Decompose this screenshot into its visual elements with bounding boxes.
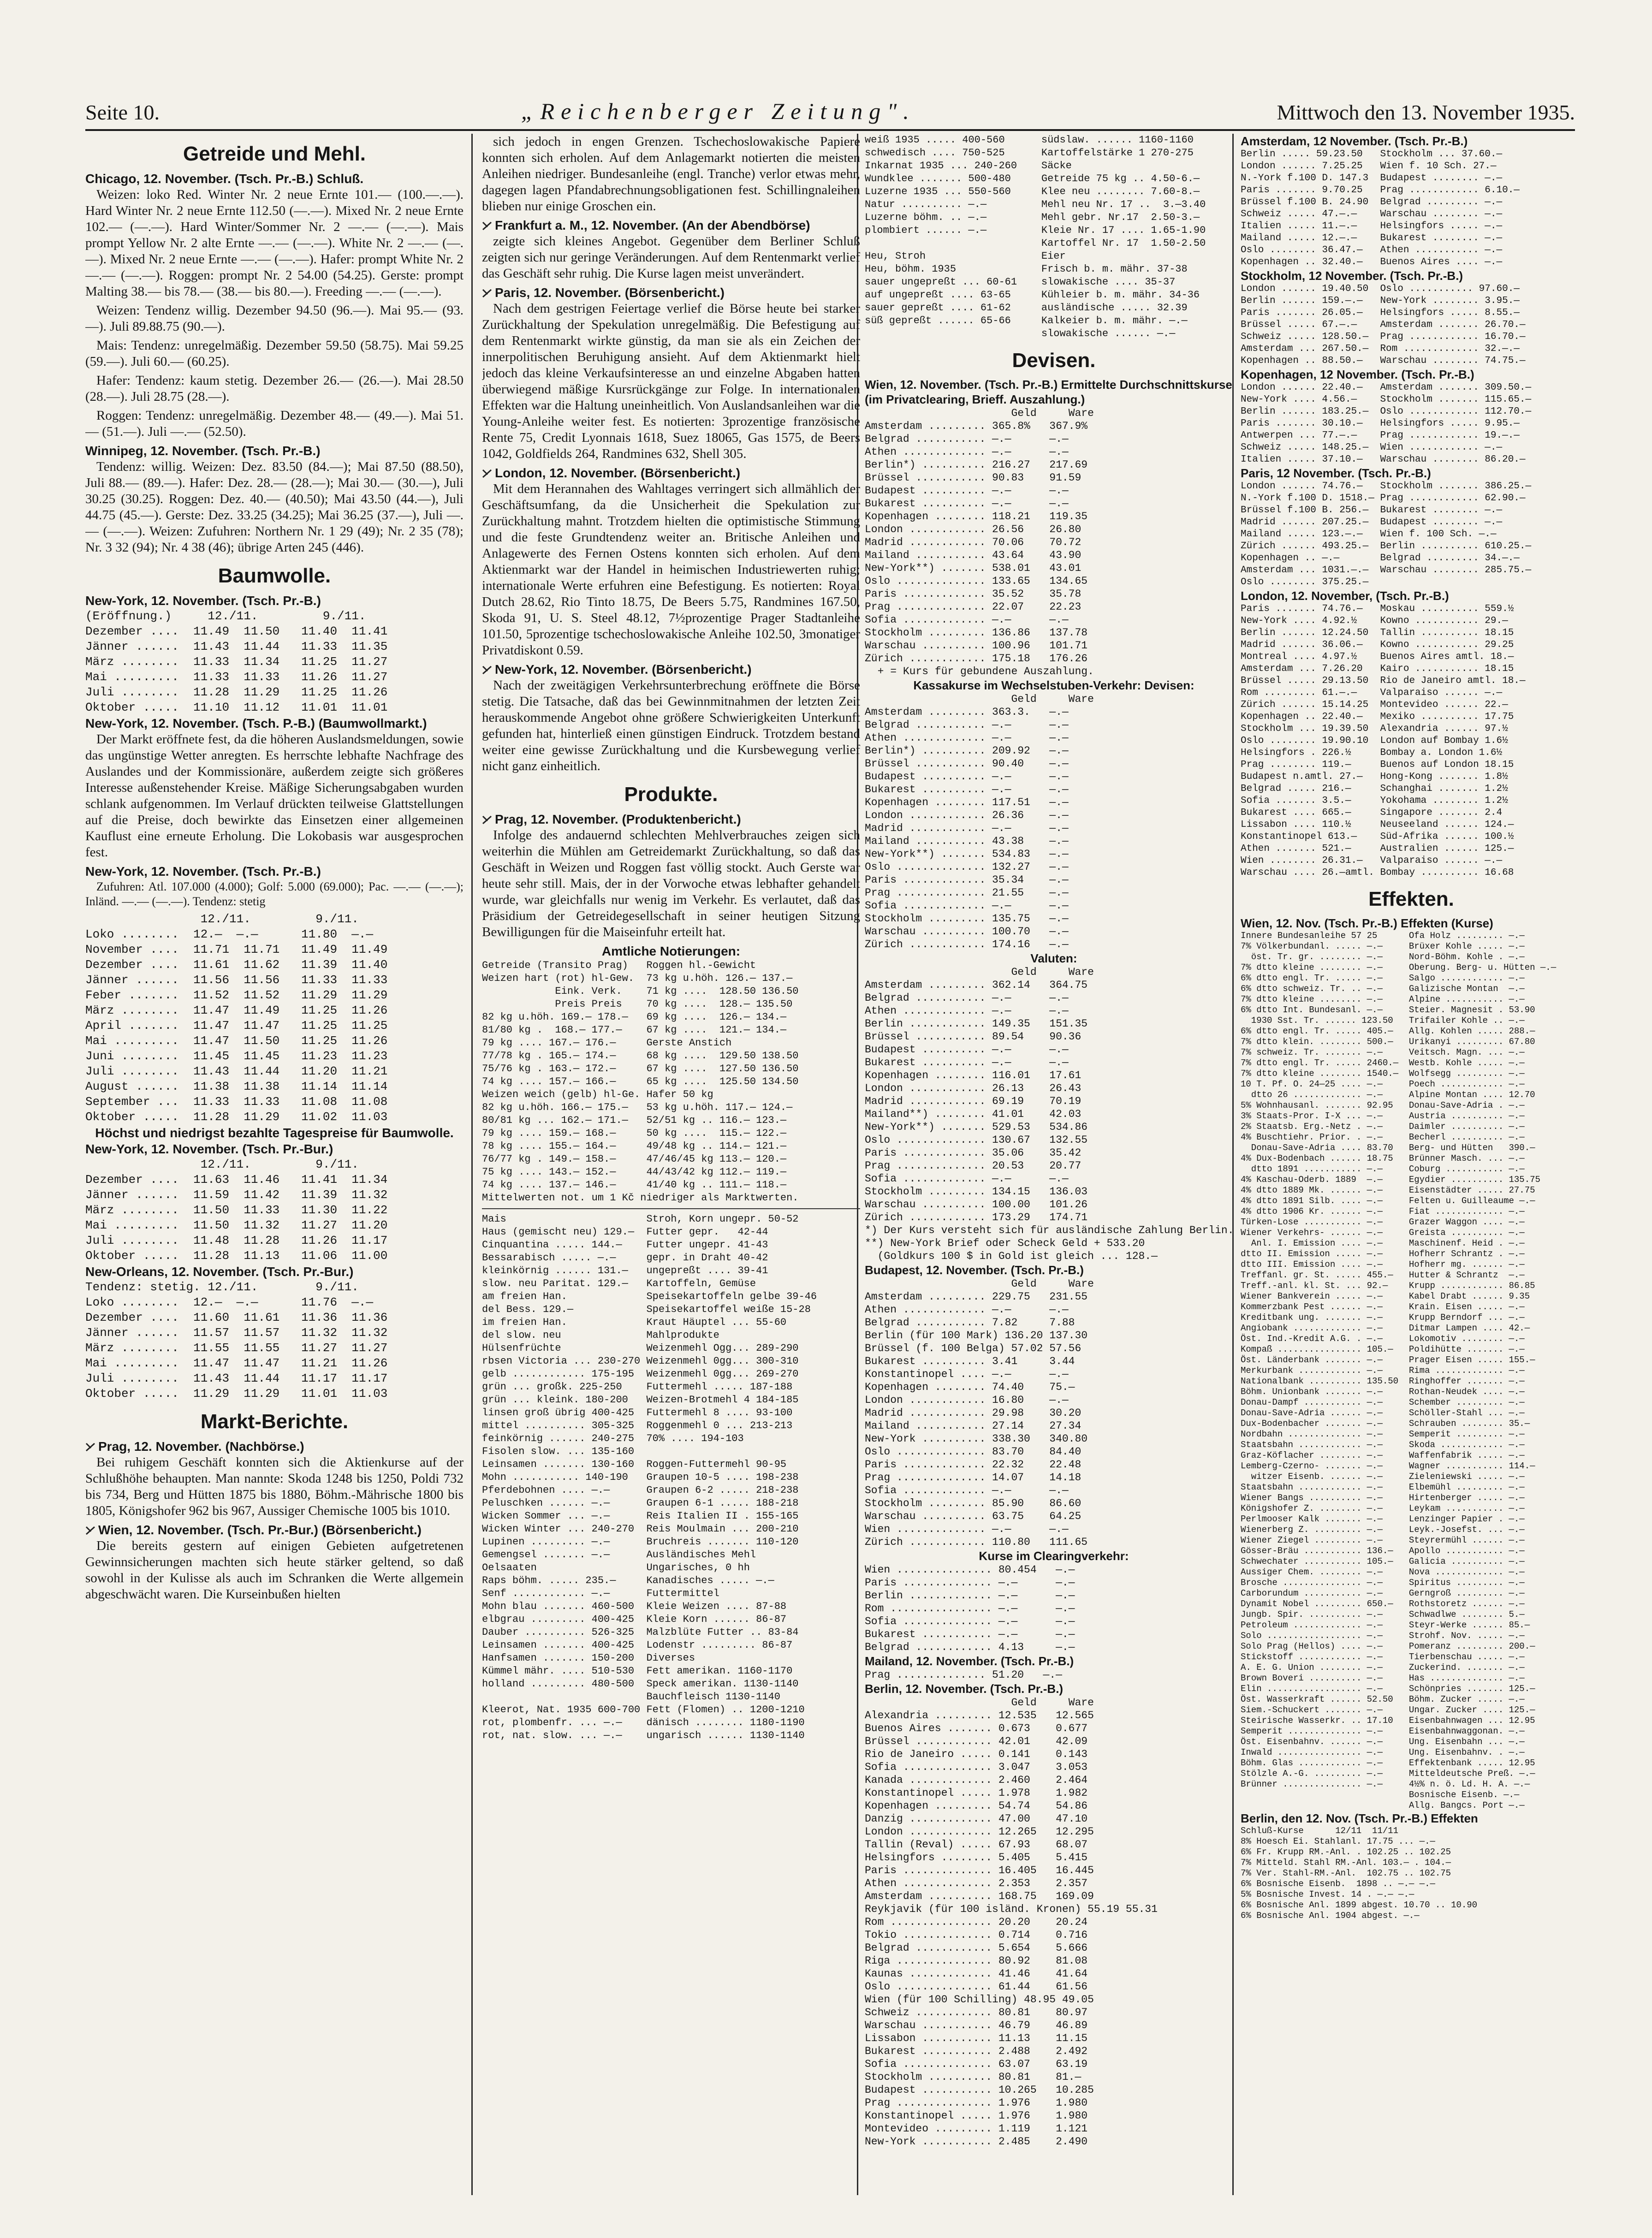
official-quotes-heading: Amtliche Notierungen: (601, 944, 741, 958)
paris-report: Nach dem gestrigen Feiertage verlief die Börse heute bei starker Zurückhaltung der Spekulation unregelmäßig. Die Befestigung auf dem Rentenmarkt wirkte günstig, da man sie als ein Zeichen der innerpolitischen Beruhigung ansieht. Auf dem Aktienmarkt hielt jedoch das kleine Verkaufsinteresse an und einzelne Abgaben hatten überwiegend mäßige Kursrückgänge zur Folge. In internationalen Effekten war die Haltung uneinheitlich. Von Auslandsanleihen war die Young-Anleihe weiter fest. Es notierten: 3prozentige französische Rente 75, Credit Lyonnais 1618, Suez 18065, Gas 1575, de Beers 1042, Goldfields 264, Randmines 632, Shell 305. (482, 301, 860, 461)
clearing-heading: Kurse im Clearingverkehr: (979, 1549, 1129, 1563)
cotton-table-3: 12./11. 9./11. Dezember .... 11.63 11.46 11.41 11.34 Jänner ...... 11.59 11.42 11.39 11.32 März ........ 11.50 11.33 11.30 11.22 Mai ......... 11.50 11.32 11.27 11.20 Juli ........ 11.48 11.28 11.26 11.17 Oktober ..... 11.28 11.13 11.06 11.00 (85, 1158, 388, 1263)
column-2 (482, 134, 860, 2195)
wien-report-continued: sich jedoch in engen Grenzen. Tschechoslowakische Papiere konnten sich erholen. Auf dem Anlagemarkt notierten die meisten Anleihen niedriger. Bundesanleihe (engl. Tranche) verlor etwas mehr, dagegen lagen Pfandabrechnungsobligationen fest. Schillingnaleihen blieben nur einige Groschen ein. (482, 134, 860, 214)
cotton-table-2: 12./11. 9./11. Loko ........ 12.— —.— 11.80 —.— November .... 11.71 11.71 11.49 11.49 Dezember .... 11.61 11.62 11.39 11.40 Jänner ...... 11.56 11.56 11.33 11.33 Feber ....... 11.52 11.52 11.29 11.29 März ........ 11.47 11.49 11.25 11.26 April ....... 11.47 11.47 11.25 11.25 Mai ......... 11.47 11.50 11.25 11.26 Juni ........ 11.45 11.45 11.23 11.23 Juli ........ 11.43 11.44 11.20 11.21 August ...... 11.38 11.38 11.14 11.14 September ... 11.33 11.33 11.08 11.08 Oktober ..... 11.28 11.29 11.02 11.03 (85, 912, 388, 1124)
telegraph-icon (85, 1523, 95, 1532)
dateline-newyork-prose: New-York, 12. November. (Tsch. P.-B.) (Baumwollmarkt.) (85, 716, 427, 730)
dateline-winnipeg: Winnipeg, 12. November. (Tsch. Pr.-B.) (85, 444, 321, 458)
kassa-exchange-table: Geld Ware Amsterdam ......... 363.3. —.— Belgrad ........... —.— —.— Athen ............. —.— —.— Berlin*) .......... 209.92 —.— Brüssel ........... 90.40 —.— Budapest .......... —.— —.— Bukarest .......... —.— —.— Kopenhagen ........ 117.51 —.— London ............ 26.36 —.— Madrid ............ —.— —.— Mailand ........... 43.38 —.— New-York**) ....... 534.83 —.— Oslo .............. 132.27 —.— Paris ............. 35.34 —.— Prag .............. 21.55 —.— Sofia ............. —.— —.— Stockholm ......... 135.75 —.— Warschau .......... 100.70 —.— Zürich ............ 174.16 —.— (865, 693, 1094, 950)
dateline-newyork (482, 661, 860, 677)
dateline-london-devisen: London, 12. November, (Tsch. Pr.-B.) (1241, 589, 1449, 603)
dateline-frankfurt-text: Frankfurt a. M., 12. November. (An der Abendbörse) (495, 218, 810, 232)
dateline-stockholm: Stockholm, 12 November. (Tsch. Pr.-B.) (1241, 269, 1463, 283)
dateline-kopenhagen: Kopenhagen, 12 November. (Tsch. Pr.-B.) (1241, 368, 1474, 381)
cotton-table-1: (Eröffnung.) 12./11. 9./11. Dezember .... 11.49 11.50 11.40 11.41 Jänner ...... 11.43 11.44 11.33 11.35 März ........ 11.33 11.34 11.25 11.27 Mai ......... 11.33 11.33 11.26 11.27 Juli ........ 11.28 11.29 11.25 11.26 Oktober ..... 11.10 11.12 11.01 11.01 (85, 609, 388, 714)
chicago-mais: Mais: Tendenz: unregelmäßig. Dezember 59.50 (58.75). Mai 59.25 (59.—). Juli 60.— (60.25). (85, 338, 464, 369)
section-title-marktberichte: Markt-Berichte. (200, 1410, 349, 1433)
dateline-prag (85, 1438, 464, 1454)
dateline-wien-effekten: Wien, 12. Nov. (Tsch. Pr.-B.) Effekten (Kurse) (1241, 916, 1493, 930)
dateline-newyork-3: New-York, 12. November. (Tsch. Pr.-Bur.) (85, 1142, 333, 1156)
dateline-paris-devisen: Paris, 12 November. (Tsch. Pr.-B.) (1241, 466, 1431, 480)
dateline-london-text: London, 12. November. (Börsenbericht.) (495, 466, 741, 480)
column-4 (1241, 134, 1582, 2195)
cotton-table-neworleans: Tendenz: stetig. 12./11. 9./11. Loko ........ 12.— —.— 11.76 —.— Dezember .... 11.60 11.61 11.36 11.36 Jänner ...... 11.57 11.57 11.32 11.32 März ........ 11.55 11.55 11.27 11.27 Mai ......... 11.47 11.47 11.21 11.26 Juli ........ 11.43 11.44 11.17 11.17 Oktober ..... 11.29 11.29 11.01 11.03 (85, 1280, 388, 1401)
telegraph-icon (85, 1439, 95, 1448)
seeds-hay-eggs-table: weiß 1935 ..... 400-560 südslaw. ...... 1160-1160 schwedisch .... 750-525 Kartoffelstärke 1 270-275 Inkarnat 1935 ... 240-260 Säcke Wundklee ....... 500-480 Getreide 75 kg .. 4.50-6.— Luzerne 1935 ... 550-560 Klee neu ........ 7.60-8.— Natur .......... —.— Mehl neu Nr. 17 .. 3.—3.40 Luzerne böhm. .. —.— Mehl gebr. Nr.17 2.50-3.— plombiert ...... —.— Kleie Nr. 17 .... 1.65-1.90 Kartoffel Nr. 17 1.50-2.50 Heu, Stroh Eier Heu, böhm. 1935 Frisch b. m. mähr. 37-38 sauer ungepreßt ... 60-61 slowakische .... 35-37 auf ungepreßt .... 63-65 Kühleier b. m. mähr. 34-36 sauer gepreßt .... 61-62 ausländische ..... 32.39 süß gepreßt ...... 65-66 Kalkeier b. m. mähr. —.— slowakische ...... —.— (865, 134, 1206, 339)
chicago-hafer: Hafer: Tendenz: kaum stetig. Dezember 26.— (26.—). Mai 28.50 (28.—). Juli 28.75 (28.—). (85, 373, 464, 404)
london-table: Paris ....... 74.76.— Moskau .......... 559.½ New-York .... 4.92.½ Kowno ........... 29.— Berlin ...... 12.24.50 Tallin .......... 18.15 Madrid ...... 36.06.— Kowno ........... 29.25 Montreal .... 4.97.½ Buenos Aires amtl. 18.— Amsterdam ... 7.26.20 Kairo ........... 18.15 Brüssel ..... 29.13.50 Rio de Janeiro amtl. 18.— Rom ......... 61.—.— Valparaiso ...... —.— Zürich ...... 15.14.25 Montevideo ...... 22.— Kopenhagen .. 22.40.— Mexiko .......... 17.75 Stockholm ... 19.39.50 Alexandria ...... 97.½ Oslo ........ 19.90.10 London auf Bombay 1.6½ Helsingfors . 226.½ Bombay a. London 1.6½ Prag ........ 119.— Buenos auf London 18.15 Budapest n.amtl. 27.— Hong-Kong ....... 1.8½ Belgrad ..... 216.— Schanghai ....... 1.2½ Sofia ....... 3.5.— Yokohama ........ 1.2½ Bukarest .... 665.— Singapore ....... 2.4 Lissabon .... 110.½ Neuseeland ...... 124.— Konstantinopel 613.— Süd-Afrika ...... 100.½ Athen ....... 521.— Australien ...... 125.— Wien ........ 26.31.— Valparaiso ...... —.— Warschau .... 26.—amtl. Bombay .......... 16.68 (1241, 604, 1526, 878)
cotton-arrivals: Zufuhren: Atl. 107.000 (4.000); Golf: 5.000 (69.000); Pac. —.— (—.—); Inländ. —.— (—.—). Tendenz: stetig (85, 880, 464, 908)
dateline-berlin: Berlin, 12. November. (Tsch. Pr.-B.) (865, 1682, 1064, 1696)
dateline-mailand: Mailand, 12. November. (Tsch. Pr.-B.) (865, 1654, 1074, 1668)
grain-quotes-table: Getreide (Transito Prag) Roggen hl.-Gewicht Weizen hart (rot) hl-Gew. 73 kg u.höh. 126.— 137.— Eink. Verk. 71 kg .... 128.50 136.50 Preis Preis 70 kg .... 128.— 135.50 82 kg u.höh. 169.— 178.— 69 kg .... 126.— 134.— 81/80 kg . 168.— 177.— 67 kg .... 121.— 134.— 79 kg .... 167.— 176.— Gerste Anstich 77/78 kg . 165.— 174.— 68 kg .... 129.50 138.50 75/76 kg . 163.— 172.— 67 kg .... 127.50 136.50 74 kg .... 157.— 166.— 65 kg .... 125.50 134.50 Weizen weich (gelb) hl-Ge. Hafer 50 kg 82 kg u.höh. 166.— 175.— 53 kg u.höh. 117.— 124.— 80/81 kg ... 162.— 171.— 52/51 kg .. 116.— 123.— 79 kg .... 159.— 168.— 50 kg .... 115.— 122.— 78 kg .... 155.— 164.— 49/48 kg .. 114.— 121.— 76/77 kg . 149.— 158.— 47/46/45 kg 113.— 120.— 75 kg .... 143.— 152.— 44/43/42 kg 112.— 119.— 74 kg .... 137.— 146.— 41/40 kg .. 111.— 118.— Mittelwerten not. um 1 Kč niedriger als Marktwerten. (482, 960, 799, 1204)
chicago-roggen: Roggen: Tendenz: unregelmäßig. Dezember 48.— (49.—). Mai 51.— (51.—). Juli —.— (52.50). (85, 408, 464, 439)
dateline-wien (85, 1522, 464, 1538)
dateline-chicago: Chicago, 12. November. (Tsch. Pr.-B.) Schluß. (85, 172, 364, 186)
paris-table: London ...... 74.76.— Stockholm ....... 386.25.— N.-York f.100 D. 1518.— Prag ............ 62.90.— Brüssel f.100 B. 256.— Bukarest ........ —.— Madrid ...... 207.25.— Budapest ........ —.— Mailand ..... 123.—.— Wien f. 100 Sch. —.— Zürich ...... 493.25.— Berlin .......... 610.25.— Kopenhagen .. —.— Belgrad ......... 34.—.— Amsterdam ... 1031.—.— Warschau ........ 285.75.— Oslo ........ 375.25.— (1241, 481, 1532, 588)
section-title-effekten: Effekten. (1368, 888, 1454, 910)
section-title-baumwolle: Baumwolle. (218, 564, 331, 587)
amsterdam-table: Berlin ..... 59.23.50 Stockholm ... 37.60.— London ...... 7.25.25 Wien f. 10 Sch. 27.— N.-York f.100 D. 147.3 Budapest ........ —.— Paris ....... 9.70.25 Prag ............ 6.10.— Brüssel f.100 B. 24.90 Belgrad ......... —.— Schweiz ..... 47.—.— Warschau ........ —.— Italien ..... 11.—.— Helsingfors ..... —.— Mailand ..... 12.—.— Bukarest ........ —.— Oslo ........ 36.47.— Athen ........... —.— Kopenhagen .. 32.40.— Buenos Aires .... —.— (1241, 149, 1520, 267)
chicago-text: Weizen: loko Red. Winter Nr. 2 neue Ernte 101.— (100.—.—). Hard Winter Nr. 2 neue Ernte 112.50 (—.—). Mixed Nr. 2 neue Ernte 102.— (—.—). Hard Winter/Sommer Nr. 2 —.— (—.—). Mais prompt Yellow Nr. 2 alte Ernte —.— (—.—). White Nr. 2 —.— (—.—). Mixed Nr. 2 neue Ernte —.— (—.—). Hafer: prompt White Nr. 2 —.— (—.—). Roggen: prompt Nr. 2 54.00 (54.25). Gerste: prompt Malting 38.— bis 78.— (38.— bis 80.—). Freeding —.— (—.—). (85, 187, 464, 299)
valuten-heading: Valuten: (1030, 951, 1077, 965)
wien-report: Die bereits gestern auf einigen Gebieten aufgetretenen Gewinnsicherungen machten sich heute stärker geltend, so daß sowohl in der Kulisse als auch im Schranken die Werte allgemein abgeschwächt waren. Die Kurseinbußen hielten (85, 1538, 464, 1602)
dateline-newyork-text: New-York, 12. November. (Börsenbericht.) (495, 662, 752, 677)
dateline-paris (482, 285, 860, 301)
berlin-securities-table: Schluß-Kurse 12/11 11/11 8% Hoesch Ei. Stahlanl. 17.75 ... —.— 6% Fr. Krupp RM.-Anl. . 102.25 .. 102.25 7% Mitteld. Stahl RM.-Anl. 103.— . 104.— 7% Ver. Stahl-RM.-Anl. 102.75 .. 102.75 6% Bosnische Eisenb. 1898 .. —.— —.— 5% Bosnische Invest. 14 . —.— —.— 6% Bosnische Anl. 1899 abgest. 10.70 .. 10.90 6% Bosnische Anl. 1904 abgest. —.— (1241, 1826, 1478, 1921)
section-title-devisen: Devisen. (1012, 349, 1096, 372)
kassakurse-heading: Kassakurse im Wechselstuben-Verkehr: Devisen: (913, 678, 1194, 692)
telegraph-icon (482, 285, 492, 295)
page-number: Seite 10. (85, 101, 160, 124)
dateline-newyork-1: New-York, 12. November. (Tsch. Pr.-B.) (85, 594, 321, 608)
newyork-report: Nach der zweitägigen Verkehrsunterbrechung eröffnete die Börse stetig. Die Tatsache, daß das bei Gewinnmitnahmen der letzten Zeit herauskommende Angebot ohne größere Schwierigkeiten Unterkunft gefunden hat, hinterließ einen günstigen Eindruck. Trotzdem bestand weiter eine gewisse Zurückhaltung und die Kursbewegung verlief nicht ganz einheitlich. (482, 678, 860, 773)
wien-securities-table: Innere Bundesanleihe 57 25 Ofa Holz ......... —.— 7% Völkerbundanl. ..... —.— Brüxer Kohle ..... —.— öst. Tr. gr. ........ —.— Nord-Böhm. Kohle . —.— 7% dtto kleine ........ —.— Oberung. Berg- u. Hütten —.— 6% dtto engl. Tr. ..... —.— Salgo ............ —.— 6% dtto schweiz. Tr. .. —.— Galizische Montan —.— 7% dtto kleine ........ —.— Alpine ........... —.— 6% dtto Int. Bundesanl. —.— Steier. Magnesit . 53.90 1930 Sst. Tr. ...... 123.50 Trifailer Kohle .. —.— 6% dtto engl. Tr. ..... 405.— Allg. Kohlen ..... 288.— 7% dtto klein. ........ 500.— Urikanyi ......... 67.80 7% schweiz. Tr. ....... —.— Veitsch. Magn. ... —.— 7% dtto engl. Tr. ..... 2460.— Westb. Kohle ..... —.— 7% dtto kleine ........ 1540.— Wolfsegg ......... —.— 10 T. Pf. O. 24—25 .... —.— Poech ............ —.— dtto 26 ............. —.— Alpine Montan .... 12.70 5% Wohnhausanl. ....... 92.95 Donau-Save-Adria . —.— 3% Staats-Pror. I-X ... —.— Austria .......... —.— 2% Staatsb. Erg.-Netz . —.— Daimler .......... —.— 4% Buschtiehr. Prior. . —.— Becherl .......... —.— Donau-Save-Adria .... 83.70 Berg- und Hütten 390.— 4% Dux-Bodenbach ...... 18.75 Brünner Masch. ... —.— dtto 1891 ........... —.— Coburg ........... —.— 4% Kaschau-Oderb. 1889 —.— Egydier .......... 135.75 4% dtto 1889 Mk. ...... —.— Eisenstädter ..... 27.75 4% dtto 1891 Silb. .... —.— Felten u. Guilleaume —.— 4% dtto 1906 Kr. ...... —.— Fiat ............. —.— Türken-Lose ........... —.— Grazer Waggon .... —.— Wiener Verkehrs- ...... —.— Greista .......... —.— Anl. I. Emission .... —.— Maschinenf. Heid . —.— dtto II. Emission ..... —.— Hofherr Schrantz . —.— dtto III. Emission .... —.— Hofherr mg. ...... —.— Treffanl. gr. St. ..... 455.— Hutter & Schrantz —.— Treff.-anl. kl. St. ... 92.— Krupp ............ 86.85 Wiener Bankverein ..... —.— Kabel Drabt ...... 9.35 Kommerzbank Pest ...... —.— Krain. Eisen ..... —.— Kreditbank ung. ....... —.— Krupp Berndorf ... —.— Angiobank ............. —.— Ditmar Lampen .... 42.— Öst. Ind.-Kredit A.G. . —.— Lokomotiv ........ —.— Kompaß ................ 105.— Poldihütte ....... —.— Öst. Länderbank ....... —.— Prager Eisen ..... 155.— Merkurbank ............ —.— Rima ............. —.— Nationalbank .......... 135.50 Ringhoffer ....... —.— Böhm. Unionbank ....... —.— Rothan-Neudek .... —.— Donau-Dampf ........... —.— Schember ......... —.— Donau-Save-Adria ...... —.— Schöller-Stahl ... —.— Dux-Bodenbacher ....... —.— Schrauben ........ 35.— Nordbahn .............. —.— Semperit ......... —.— Staatsbahn ............ —.— Skoda ............ —.— Graz-Köflacher ........ —.— Waffenfabrik ..... —.— Lemberg-Czerno- ....... —.— Wagner ........... 114.— witzer Eisenb. ...... —.— Zieleniewski ..... —.— Staatsbahn ............ —.— Elbemühl ......... —.— Wiener Bangs .......... —.— Hirtenberger ..... —.— Königshofer Z. ........ —.— Leykam ........... —.— Perlmooser Kalk ....... —.— Lenzinger Papier . —.— Wienerberg Z. ......... —.— Leyk.-Josefst. ... —.— Wiener Ziegel ......... —.— Steyrermühl ...... —.— Gösser-Bräu ........... 136.— Apollo ........... —.— Schwechater ........... 105.— Galicia .......... —.— Aussiger Chem. ........ —.— Nova ............. —.— Brosche ............... —.— Spiritus ......... —.— Carborundum ........... —.— Gerngroß ......... —.— Dynamit Nobel ......... 650.— Rothstoretz ...... —.— Jungb. Spir. .......... —.— Schwadlwe ........ 5.— Petroleum ............. —.— Steyr-Werke ...... 85.— Solo .................. —.— Strohf. Nov. ..... —.— Solo Prag (Hellos) .... —.— Pomeranz ......... 200.— Stickstoff ............ —.— Tierbenschau ..... —.— A. E. G. Union ........ —.— Zuckerind. ....... —.— Brown Boveri .......... —.— Has .............. —.— Elin .................. —.— Schönpries ....... 125.— Öst. Wasserkraft ...... 52.50 Böhm. Zucker ..... —.— Siem.-Schuckert ....... —.— Ungar. Zucker .... 125.— Steirische Wasserkr. .. 17.10 Eisenbahnwagen ... 12.95 Semperit .............. —.— Eisenbahnwaggonan. —.— Öst. Eisenbahnv. ...... —.— Ung. Eisenbahn ... —.— Inwald ................ —.— Ung. Eisenbahnv. . —.— Böhm. Glas ............ —.— Effektenbank ..... 12.95 Stölzle A.-G. ......... —.— Mitteldeutsche Preß. —.— Brünner ............... —.— 4½% n. ö. Ld. H. A. —.— Bosnische Eisenb. —.— Allg. Bangcs. Port —.— (1241, 931, 1557, 1811)
dateline-produkte-prag (482, 811, 860, 827)
dateline-newyork-2: New-York, 12. November. (Tsch. Pr.-B.) (85, 864, 321, 879)
wien-exchange-table: Geld Ware Amsterdam ......... 365.8% 367.9% Belgrad ........... —.— —.— Athen ............. —.— —.— Berlin*) .......... 216.27 217.69 Brüssel ........... 90.83 91.59 Budapest .......... —.— —.— Bukarest .......... —.— —.— Kopenhagen ........ 118.21 119.35 London ............ 26.56 26.80 Madrid ............ 70.06 70.72 Mailand ........... 43.64 43.90 New-York**) ....... 538.01 43.01 Oslo .............. 133.65 134.65 Paris ............. 35.52 35.78 Prag .............. 22.07 22.23 Sofia ............. —.— —.— Stockholm ......... 136.86 137.78 Warschau .......... 100.96 101.71 Zürich ............ 175.18 176.26 + = Kurs für gebundene Auszahlung. (865, 407, 1094, 677)
highest-lowest-heading: Höchst und niedrigst bezahlte Tagespreise für Baumwolle. (95, 1126, 454, 1140)
dateline-wien-devisen: Wien, 12. November. (Tsch. Pr.-B.) Ermittelte Durchschnittskurse (im Privatclearing, Brieff. Auszahlung.) (865, 378, 1232, 406)
masthead: „Reichenberger Zeitung". (521, 98, 915, 124)
dateline-berlin-effekten: Berlin, den 12. Nov. (Tsch. Pr.-B.) Effekten (1241, 1811, 1478, 1825)
telegraph-icon (482, 662, 492, 671)
kopenhagen-table: London ...... 22.40.— Amsterdam ....... 309.50.— New-York .... 4.56.— Stockholm ....... 115.65.— Berlin ...... 183.25.— Oslo ............ 112.70.— Paris ....... 30.10.— Helsingfors ..... 9.95.— Antwerpen ... 77.—.— Prag ............ 19.—.— Schweiz ..... 148.25.— Wien ............ —.— Italien ..... 37.10.— Warschau ........ 86.20.— (1241, 382, 1532, 465)
dateline-paris-text: Paris, 12. November. (Börsenbericht.) (495, 285, 725, 300)
dateline-budapest: Budapest, 12. November. (Tsch. Pr.-B.) (865, 1263, 1084, 1277)
chicago-weizen: Weizen: Tendenz willig. Dezember 94.50 (96.—). Mai 95.— (93.—). Juli 89.88.75 (90.—). (85, 303, 464, 334)
winnipeg-text: Tendenz: willig. Weizen: Dez. 83.50 (84.—); Mai 87.50 (88.50), Juli 88.— (89.—). Hafer: Dez. 28.— (28.—); Mai 30.— (30.—), Juli 30.25 (30.25). Roggen: Dez. 40.— (40.50); Mai 43.50 (44.—), Juli 44.75 (45.—). Gerste: Dez. 33.25 (34.25); Mai 36.25 (37.—), Juli —.— (—.—). Weizen: Zufuhren: Northern Nr. 1 29 (49); Nr. 2 35 (78); Nr. 3 32 (94); Nr. 4 38 (46); übrige Arten 245 (446). (85, 459, 464, 555)
telegraph-icon (482, 812, 492, 821)
divider (482, 1208, 860, 1209)
dateline-amsterdam: Amsterdam, 12 November. (Tsch. Pr.-B.) (1241, 134, 1468, 148)
mailand-line: Prag .............. 51.20 —.— (865, 1669, 1062, 1681)
dateline-neworleans: New-Orleans, 12. November. (Tsch. Pr.-Bur.) (85, 1264, 354, 1279)
cotton-market-report: Der Markt eröffnete fest, da die höheren Auslandsmeldungen, sowie das ungünstige Wetter anregten. Es herrschte lebhafte Nachfrage des Auslandes und der Kommissionäre, außerdem zeigte sich größeres Interesse außenstehender Kreise. Mäßige Sicherungsabgaben wurden schlank aufgenommen. Im Verlauf drückten teilweise Glattstellungen auf die Preise, doch bewirkte das Einsetzen einer allgemeinen Kauflust eine erneute Erholung. Die Lokobasis war ausgesprochen fest. (85, 732, 464, 860)
column-1 (85, 134, 464, 2195)
produce-quotes-table: Mais Stroh, Korn ungepr. 50-52 Haus (gemischt neu) 129.— Futter gepr. 42-44 Cinquantina ..... 144.— Futter ungepr. 41-43 Bessarabisch ..... —.— gepr. in Draht 40-42 kleinkörnig ...... 131.— ungepreßt .... 39-41 slow. neu Paritat. 129.— Kartoffeln, Gemüse am freien Han. Speisekartoffeln gelbe 39-46 del Bess. 129.— Speisekartoffel weiße 15-28 im freien Han. Kraut Häuptel ... 55-60 del slow. neu Mahlprodukte Hülsenfrüchte Weizenmehl Ogg... 289-290 rbsen Victoria ... 230-270 Weizenmehl 0gg... 300-310 gelb ............ 175-195 Weizenmehl 0gg... 269-270 grün ... großk. 225-250 Futtermehl ..... 187-188 grün ... kleink. 180-200 Weizen-Brotmehl 4 184-185 linsen groß übrig 400-425 Futtermehl 8 .... 93-100 mittel .......... 305-325 Roggenmehl 0 ... 213-213 feinkörnig ...... 240-275 70% .... 194-103 Fisolen slow. ... 135-160 Leinsamen ....... 130-160 Roggen-Futtermehl 90-95 Mohn ........... 140-190 Graupen 10-5 .... 198-238 Pferdebohnen .... —.— Graupen 6-2 ..... 218-238 Peluschken ...... —.— Graupen 6-1 ..... 188-218 Wicken Sommer ... —.— Reis Italien II . 155-165 Wicken Winter ... 240-270 Reis Moulmain ... 200-210 Lupinen ......... —.— Bruchreis ....... 110-120 Gemengsel ....... —.— Ausländisches Mehl Oelsaaten Ungarisches, 0 hh Raps böhm. ..... 235.— Kanadisches ..... —.— Senf ............ —.— Futtermittel Mohn blau ....... 460-500 Kleie Weizen .... 87-88 elbgrau ......... 400-425 Kleie Korn ...... 86-87 Dauber .......... 526-325 Malzblüte Futter .. 83-84 Leinsamen ....... 400-425 Lodenstr ......... 86-87 Hanfsamen ....... 150-200 Diverses Kümmel mähr. .... 510-530 Fett amerikan. 1160-1170 holland ......... 480-500 Speck amerikan. 1130-1140 Bauchfleisch 1130-1140 Kleerot, Nat. 1935 600-700 Fett (Flomen) .. 1200-1210 rot, plombenfr. ... —.— dänisch ........ 1180-1190 rot, nat. slow. ... —.— ungarisch ...... 1130-1140 (482, 1213, 817, 1741)
section-title-produkte: Produkte. (624, 783, 718, 806)
dateline-london (482, 465, 860, 481)
prag-report: Bei ruhigem Geschäft konnten sich die Aktienkurse auf der Schlußhöhe behaupten. Man nannte: Skoda 1248 bis 1250, Poldi 732 bis 734, Berg und Hütten 1875 bis 1880, Böhm.-Mährische 1800 bis 1805, Königshofer 962 bis 967, Aussiger Chemische 1005 bis 1010. (85, 1455, 464, 1518)
dateline-wien-text: Wien, 12. November. (Tsch. Pr.-Bur.) (Börsenbericht.) (98, 1523, 422, 1537)
stockholm-table: London ...... 19.40.50 Oslo ........... 97.60.— Berlin ...... 159.—.— New-York ........ 3.95.— Paris ....... 26.05.— Helsingfors ..... 8.55.— Brüssel ..... 67.—.— Amsterdam ....... 26.70.— Schweiz ..... 128.50.— Prag ............ 16.70.— Amsterdam ... 267.50.— Rom ............. 32.—.— Kopenhagen .. 88.50.— Warschau ........ 74.75.— (1241, 284, 1526, 366)
dateline-produkte-text: Prag, 12. November. (Produktenbericht.) (495, 812, 741, 826)
london-report: Mit dem Herannahen des Wahltages verringert sich allmählich der Geschäftsumfang, da die Unsicherheit die Spekulation zur Zurückhaltung mahnt. Trotzdem hielten die optimistische Stimmung und die feste Grundtendenz weiter an. Britische Anleihen und Anlagewerte des Fernen Ostens konnten sich erholen. Auf dem Aktienmarkt war der Handel in heimischen Industriewerten ruhig; internationale Werte erfuhren eine Befestigung. Es notierten: Royal Dutch 28.62, Rio Tinto 18.75, De Beers 5.75, Randmines 167.50, Skoda 91, U. S. Steel 48.12, 7½prozentige Prager Stadtanleihe 101.50, 5prozentige tschechoslowakische Anleihe 102.50, 3monatiger Privatdiskont 0.59. (482, 481, 860, 658)
clearing-table: Wien ............... 80.454 —.— Paris .............. —.— —.— Berlin ............. —.— —.— Rom ................ —.— —.— Sofia .............. —.— —.— Bukarest ........... —.— —.— Belgrad ............ 4.13 —.— (865, 1564, 1075, 1653)
page-header (85, 83, 1575, 131)
produkte-report: Infolge des andauernd schlechten Mehlverbrauches zeigen sich weiterhin die Mühlen am Getreidemarkt Zurückhaltung, so daß das Geschäft in Weizen und Roggen fast völlig stockt. Auch Gerste war heute sehr still. Mais, der in der Vorwoche etwas lebhafter gehandelt wurde, war gleichfalls nur wenig im Verkehr. Es verlautet, daß das Präsidium der Getreidegesellschaft in seiner heutigen Sitzung Bewilligungen für die Maiseinfuhr erteilt hat. (482, 828, 860, 939)
column-3 (865, 134, 1243, 2195)
berlin-exchange-table: Geld Ware Alexandria ......... 12.535 12.565 Buenos Aires ....... 0.673 0.677 Brüssel ............ 42.01 42.09 Rio de Janeiro ..... 0.141 0.143 Sofia .............. 3.047 3.053 Kanada ............. 2.460 2.464 Konstantinopel ..... 1.978 1.982 Kopenhagen ......... 54.74 54.86 Danzig ............. 47.00 47.10 London ............. 12.265 12.295 Tallin (Reval) ..... 67.93 68.07 Helsingfors ........ 5.405 5.415 Paris .............. 16.405 16.445 Athen .............. 2.353 2.357 Amsterdam .......... 168.75 169.09 Reykjavik (für 100 isländ. Kronen) 55.19 55.31 Rom ................ 20.20 20.24 Tokio .............. 0.714 0.716 Belgrad ............ 5.654 5.666 Riga ............... 80.92 81.08 Kaunas ............. 41.46 41.64 Oslo ............... 61.44 61.56 Wien (für 100 Schilling) 48.95 49.05 Schweiz ............ 80.81 80.97 Warschau ........... 46.79 46.89 Lissabon ........... 11.13 11.15 Bukarest ........... 2.488 2.492 Sofia .............. 63.07 63.19 Stockholm .......... 80.81 81.— Budapest ........... 10.265 10.285 Prag ............... 1.976 1.980 Konstantinopel ..... 1.976 1.980 Montevideo ......... 1.119 1.121 New-York ........... 2.485 2.490 (865, 1697, 1158, 2148)
section-title-getreide: Getreide und Mehl. (183, 142, 366, 165)
telegraph-icon (482, 466, 492, 475)
column-rule (471, 134, 473, 2195)
dateline-frankfurt (482, 217, 860, 233)
issue-date: Mittwoch den 13. November 1935. (1277, 101, 1575, 124)
frankfurt-report: zeigte sich kleines Angebot. Gegenüber dem Berliner Schluß zeigten sich nur geringe Veränderungen. Auf dem Rentenmarkt verlief das Geschäft sehr ruhig. Die Kurse lagen meist unverändert. (482, 234, 860, 281)
budapest-exchange-table: Geld Ware Amsterdam ......... 229.75 231.55 Athen ............. —.— —.— Belgrad ........... 7.82 7.88 Berlin (für 100 Mark) 136.20 137.30 Brüssel (f. 100 Belga) 57.02 57.56 Bukarest .......... 3.41 3.44 Konstantinopel .... —.— —.— Kopenhagen ........ 74.40 75.— London ............ 16.80 —.— Madrid ............ 29.98 30.20 Mailand ........... 27.14 27.34 New-York .......... 338.30 340.80 Oslo .............. 83.70 84.40 Paris ............. 22.32 22.48 Prag .............. 14.07 14.18 Sofia ............. —.— —.— Stockholm ......... 85.90 86.60 Warschau .......... 63.75 64.25 Wien .............. —.— —.— Zürich ............ 110.80 111.65 (865, 1278, 1094, 1548)
dateline-prag-text: Prag, 12. November. (Nachbörse.) (98, 1439, 304, 1454)
telegraph-icon (482, 218, 492, 227)
valuten-table: Geld Ware Amsterdam ......... 362.14 364.75 Belgrad ........... —.— —.— Athen ............. —.— —.— Berlin ............ 149.35 151.35 Brüssel ........... 89.54 90.36 Budapest .......... —.— —.— Bukarest .......... —.— —.— Kopenhagen ........ 116.01 17.61 London ............ 26.13 26.43 Madrid ............ 69.19 70.19 Mailand**) ........ 41.01 42.03 New-York**) ....... 529.53 534.86 Oslo .............. 130.67 132.55 Paris ............. 35.06 35.42 Prag .............. 20.53 20.77 Sofia ............. —.— —.— Stockholm ......... 134.15 136.03 Warschau .......... 100.00 101.26 Zürich ............ 173.29 174.71 *) Der Kurs versteht sich für ausländische Zahlung Berlin. **) New-York Brief oder Scheck Geld + 533.20 (Goldkurs 100 $ in Gold ist gleich ... 128.— (865, 966, 1234, 1262)
